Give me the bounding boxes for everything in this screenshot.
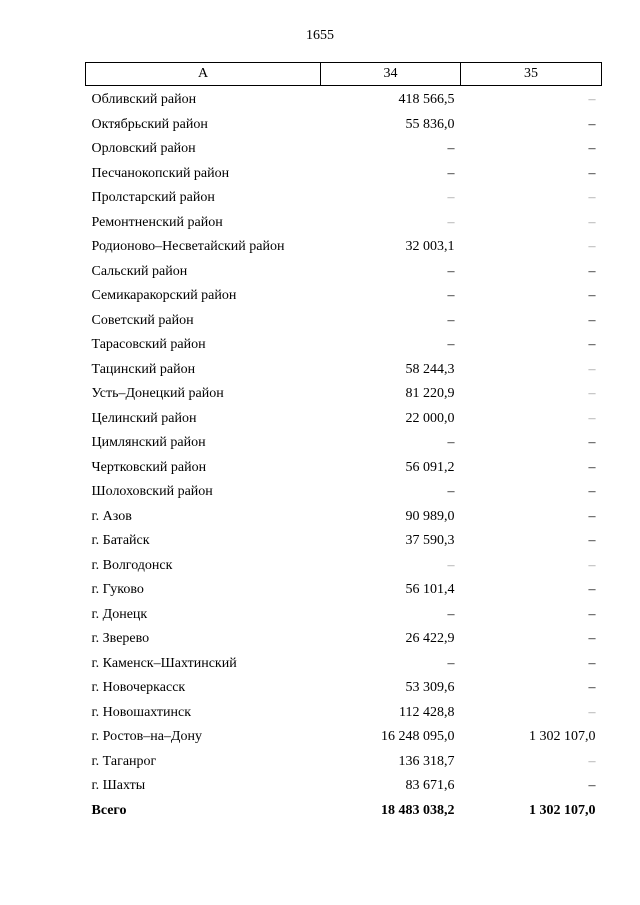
row-value-34: 32 003,1: [405, 239, 455, 255]
row-name: Октябрьский район: [91, 116, 208, 132]
row-value-35: –: [588, 484, 596, 500]
row-name: Целинский район: [91, 410, 197, 426]
total-row: [86, 799, 602, 824]
row-value-35: –: [588, 508, 596, 524]
row-value-35: –: [588, 557, 596, 573]
table-row: [86, 652, 602, 677]
row-name: г. Донецк: [91, 606, 148, 622]
row-value-35: –: [588, 92, 596, 108]
table-row: [86, 358, 602, 383]
table-row: [86, 113, 602, 138]
row-name: г. Батайск: [91, 533, 150, 549]
data-table: [85, 62, 602, 823]
row-value-35: –: [588, 214, 596, 230]
row-name: Семикаракорский район: [91, 288, 237, 304]
row-value-35: –: [588, 582, 596, 598]
row-value-35: –: [588, 435, 596, 451]
row-name: Тацинский район: [91, 361, 196, 377]
row-value-34: –: [447, 288, 455, 304]
row-value-34: 58 244,3: [405, 361, 455, 377]
table-row: [86, 211, 602, 236]
row-value-34: 112 428,8: [399, 704, 455, 720]
row-name: г. Таганрог: [91, 753, 157, 769]
row-value-35: –: [588, 410, 596, 426]
row-value-34: 16 248 095,0: [381, 729, 455, 745]
row-value-35: –: [588, 606, 596, 622]
row-value-34: –: [447, 190, 455, 206]
table-row: [86, 554, 602, 579]
table-row: [86, 627, 602, 652]
row-name: г. Шахты: [91, 778, 146, 794]
row-value-34: 22 000,0: [405, 410, 455, 426]
row-value-35: –: [588, 288, 596, 304]
table-row: [86, 774, 602, 799]
row-value-34: 26 422,9: [405, 631, 455, 647]
row-value-34: –: [447, 337, 455, 353]
table-row: [86, 382, 602, 407]
row-value-35: –: [588, 165, 596, 181]
row-value-34: –: [447, 557, 455, 573]
table-row: [86, 578, 602, 603]
row-name: г. Новошахтинск: [91, 704, 192, 720]
row-value-35: –: [588, 141, 596, 157]
row-name: Орловский район: [91, 141, 196, 157]
row-value-34: 37 590,3: [405, 533, 455, 549]
table-row: [86, 603, 602, 628]
row-value-34: 83 671,6: [405, 778, 455, 794]
page-number: 1655: [306, 28, 334, 43]
row-value-34: –: [447, 484, 455, 500]
row-value-35: –: [588, 239, 596, 255]
row-name: Родионово–Несветайский район: [91, 239, 285, 255]
table-row: [86, 260, 602, 285]
row-value-35: –: [588, 680, 596, 696]
row-value-34: 56 091,2: [405, 459, 455, 475]
table-row: [86, 86, 602, 113]
row-name: Тарасовский район: [91, 337, 206, 353]
row-value-35: –: [588, 459, 596, 475]
row-value-34: –: [447, 214, 455, 230]
table-row: [86, 431, 602, 456]
column-header-35: 35: [461, 63, 602, 86]
row-name: Песчанокопский район: [91, 165, 230, 181]
row-value-35: –: [588, 312, 596, 328]
total-value-35: 1 302 107,0: [529, 802, 596, 818]
row-value-35: –: [588, 337, 596, 353]
table-row: [86, 333, 602, 358]
total-label: Всего: [91, 802, 127, 818]
table-row: [86, 309, 602, 334]
row-value-34: –: [447, 263, 455, 279]
row-name: Цимлянский район: [91, 435, 206, 451]
row-name: г. Азов: [91, 508, 132, 524]
table-row: [86, 529, 602, 554]
table-header-row: [86, 63, 602, 86]
table-row: [86, 701, 602, 726]
table-row: [86, 750, 602, 775]
table-row: [86, 407, 602, 432]
row-value-35: –: [588, 263, 596, 279]
row-name: г. Зверево: [91, 631, 150, 647]
column-header-a: А: [86, 63, 321, 86]
column-header-34: 34: [321, 63, 461, 86]
table-row: [86, 725, 602, 750]
table-row: [86, 676, 602, 701]
row-value-34: 55 836,0: [405, 116, 455, 132]
row-value-34: 418 566,5: [398, 92, 455, 108]
table-row: [86, 505, 602, 530]
table-row: [86, 480, 602, 505]
row-name: Советский район: [91, 312, 194, 328]
table-body: [86, 86, 602, 824]
row-value-35: –: [588, 116, 596, 132]
row-value-34: –: [447, 312, 455, 328]
table-row: [86, 162, 602, 187]
row-name: Сальский район: [91, 263, 188, 279]
row-value-35: –: [588, 190, 596, 206]
row-name: г. Волгодонск: [91, 557, 173, 573]
row-value-34: 90 989,0: [405, 508, 455, 524]
row-value-35: –: [588, 361, 596, 377]
row-name: Ремонтненский район: [91, 214, 223, 230]
row-name: Шолоховский район: [91, 484, 213, 500]
row-value-35: –: [588, 386, 596, 402]
row-value-35: –: [588, 753, 596, 769]
table-row: [86, 137, 602, 162]
row-name: г. Каменск–Шахтинский: [91, 655, 237, 671]
row-value-34: –: [447, 606, 455, 622]
row-value-35: –: [588, 778, 596, 794]
row-value-34: 53 309,6: [405, 680, 455, 696]
row-value-35: –: [588, 631, 596, 647]
row-name: Обливский район: [91, 92, 197, 108]
row-value-35: –: [588, 533, 596, 549]
row-value-34: 136 318,7: [398, 753, 455, 769]
table-row: [86, 284, 602, 309]
row-name: Пролстарский район: [91, 190, 215, 206]
row-value-34: –: [447, 141, 455, 157]
table-row: [86, 186, 602, 211]
row-value-34: –: [447, 165, 455, 181]
row-value-34: 81 220,9: [405, 386, 455, 402]
row-value-34: –: [447, 655, 455, 671]
row-value-35: –: [588, 704, 596, 720]
row-value-35: –: [588, 655, 596, 671]
row-name: г. Гуково: [91, 582, 144, 598]
row-name: Чертковский район: [91, 459, 207, 475]
row-value-35: 1 302 107,0: [529, 729, 596, 745]
row-name: г. Новочеркасск: [91, 680, 186, 696]
table-row: [86, 235, 602, 260]
total-value-34: 18 483 038,2: [381, 802, 455, 818]
row-value-34: 56 101,4: [405, 582, 455, 598]
row-name: г. Ростов–на–Дону: [91, 729, 202, 745]
table-row: [86, 456, 602, 481]
row-value-34: –: [447, 435, 455, 451]
row-name: Усть–Донецкий район: [91, 386, 224, 402]
